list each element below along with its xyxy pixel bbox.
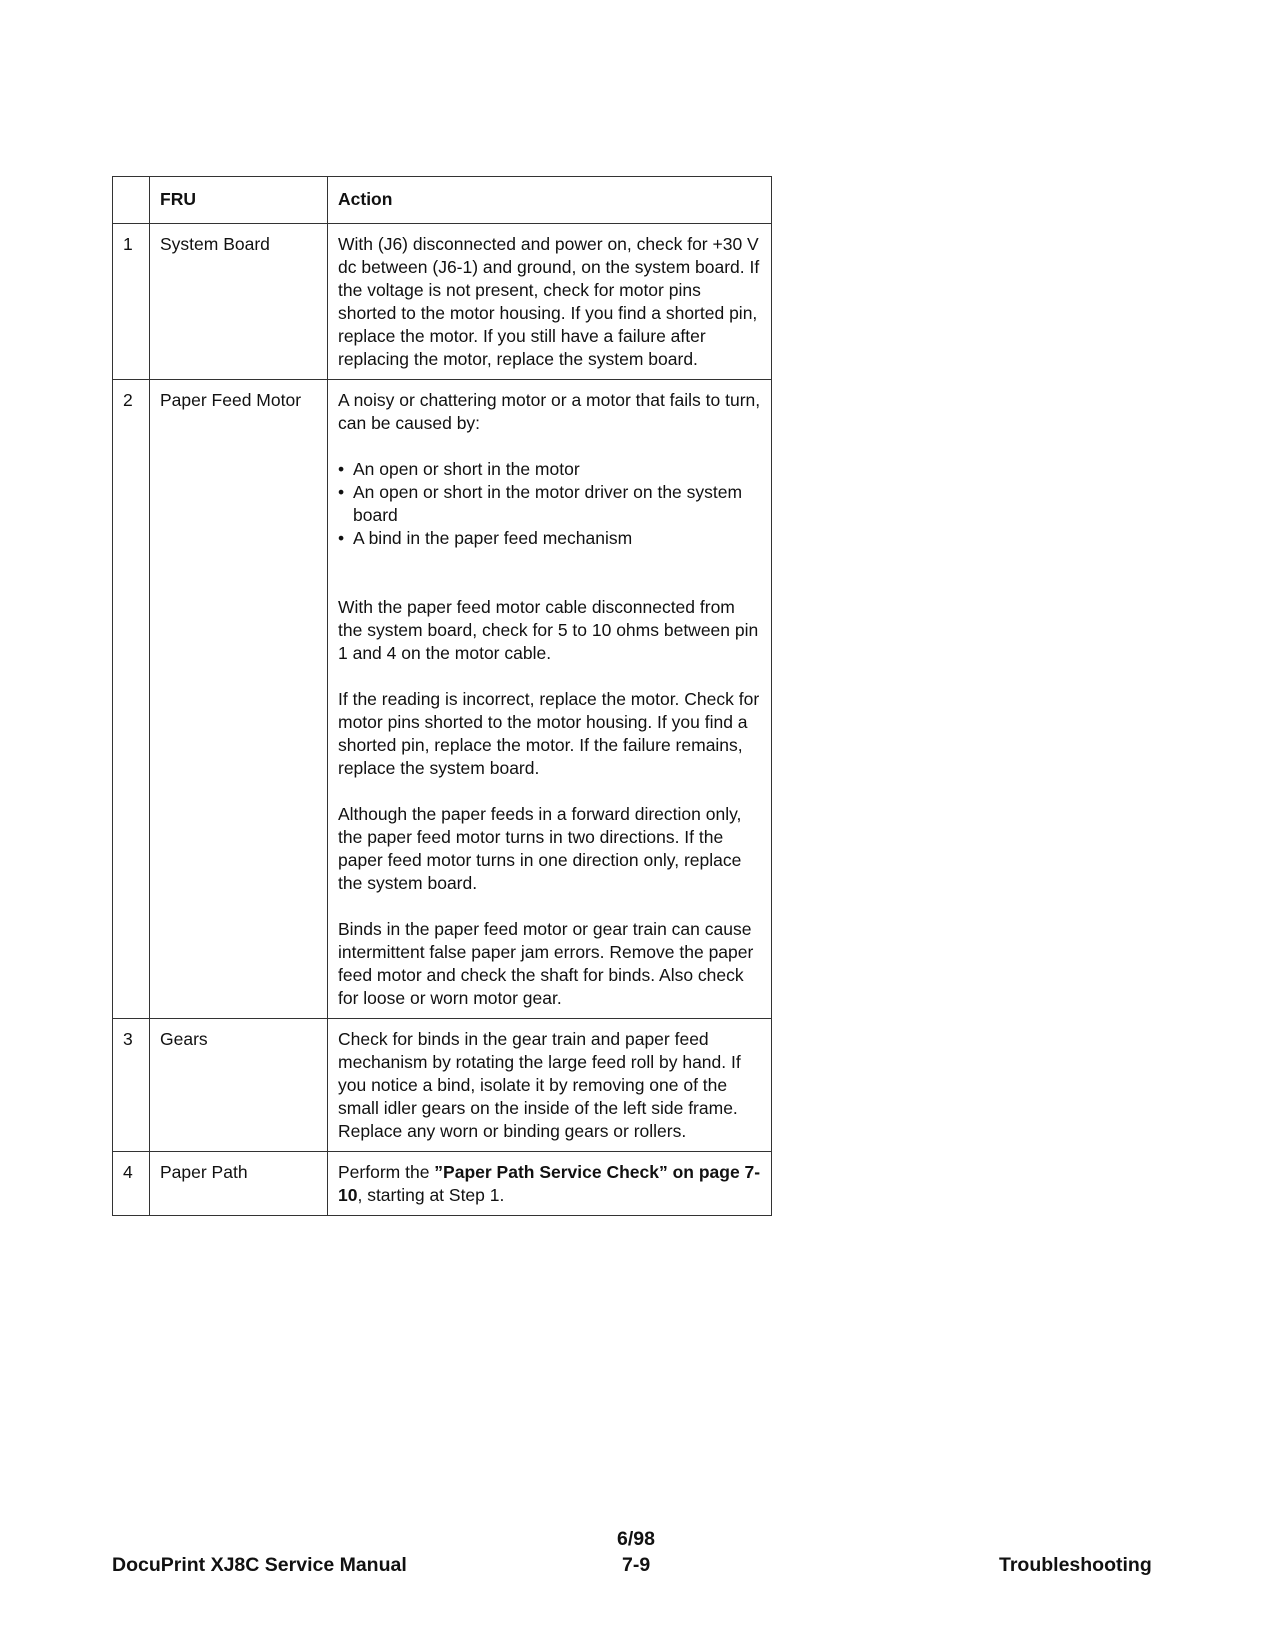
row-number: 1 bbox=[113, 224, 150, 380]
row-number: 2 bbox=[113, 380, 150, 1019]
header-action: Action bbox=[328, 177, 772, 224]
action-paragraph: With the paper feed motor cable disconnected from the system board, check for 5 to 10 ohms between pin 1 and 4 on the motor cable. bbox=[338, 597, 759, 663]
action-suffix: , starting at Step 1. bbox=[357, 1185, 505, 1205]
header-fru: FRU bbox=[150, 177, 328, 224]
table-row bbox=[113, 1152, 772, 1216]
list-item: • A bind in the paper feed mechanism bbox=[338, 527, 761, 550]
row-action bbox=[328, 380, 772, 1019]
row-action bbox=[328, 1152, 772, 1216]
header-number bbox=[113, 177, 150, 224]
row-fru: Paper Feed Motor bbox=[150, 380, 328, 1019]
table-header-row bbox=[113, 177, 772, 224]
footer-date: 6/98 bbox=[617, 1528, 655, 1550]
cross-reference-link[interactable]: ”Paper Path Service Check” on page 7-10 bbox=[338, 1162, 761, 1205]
footer-manual-title: DocuPrint XJ8C Service Manual bbox=[112, 1554, 407, 1576]
list-item: • An open or short in the motor driver on the system board bbox=[338, 481, 761, 527]
fru-action-table bbox=[112, 176, 772, 1216]
action-paragraph: Binds in the paper feed motor or gear train can cause intermittent false paper jam errors. Remove the paper feed motor and check the shaft for binds. Also check for loose or worn motor gear. bbox=[338, 919, 754, 1008]
list-item: • An open or short in the motor bbox=[338, 458, 761, 481]
row-action bbox=[328, 224, 772, 380]
action-text: With (J6) disconnected and power on, check for +30 V dc between (J6-1) and ground, on the system board. If the voltage is not present, check for motor pins shorted to the motor housing. If you find a shorted pin, replace the motor. If you still have a failure after replacing the motor, replace the system board. bbox=[338, 234, 760, 369]
action-text: Check for binds in the gear train and paper feed mechanism by rotating the large feed roll by hand. If you notice a bind, isolate it by removing one of the small idler gears on the inside of the left side frame. Replace any worn or binding gears or rollers. bbox=[338, 1029, 741, 1141]
row-fru: Gears bbox=[150, 1019, 328, 1152]
row-fru: Paper Path bbox=[150, 1152, 328, 1216]
action-intro: A noisy or chattering motor or a motor that fails to turn, can be caused by: bbox=[338, 390, 761, 433]
action-paragraph: If the reading is incorrect, replace the motor. Check for motor pins shorted to the motor housing. If you find a shorted pin, replace the motor. If the failure remains, replace the system board. bbox=[338, 689, 760, 778]
footer-section: Troubleshooting bbox=[999, 1554, 1152, 1576]
cause-list bbox=[338, 458, 761, 550]
action-prefix: Perform the bbox=[338, 1162, 435, 1182]
footer-page-number: 7-9 bbox=[622, 1554, 651, 1576]
row-number: 3 bbox=[113, 1019, 150, 1152]
row-fru: System Board bbox=[150, 224, 328, 380]
action-paragraph: Although the paper feeds in a forward direction only, the paper feed motor turns in two directions. If the paper feed motor turns in one direction only, replace the system board. bbox=[338, 804, 742, 893]
row-number: 4 bbox=[113, 1152, 150, 1216]
table-row bbox=[113, 224, 772, 380]
row-action bbox=[328, 1019, 772, 1152]
action-text bbox=[338, 1161, 761, 1207]
table-row bbox=[113, 380, 772, 1019]
table-row bbox=[113, 1019, 772, 1152]
